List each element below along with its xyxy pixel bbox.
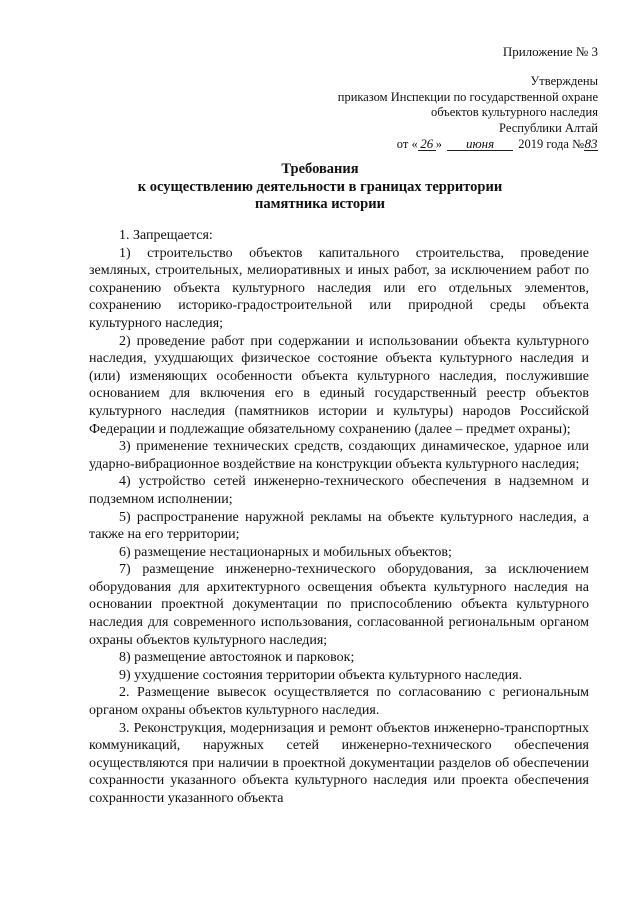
paragraph-section-2: 2. Размещение вывесок осуществляется по согласованию с региональным органом охраны объектов культурного наследия. (89, 685, 589, 719)
paragraph-prohibited-heading: 1. Запрещается: (119, 228, 213, 243)
handwritten-order-number: 83 (584, 136, 598, 151)
handwritten-day: 26 (418, 137, 436, 151)
title-line-2: к осуществлению деятельности в границах территории (137, 178, 503, 195)
approval-line: приказом Инспекции по государственной охране (337, 89, 598, 104)
paragraph-section-3: 3. Реконструкция, модернизация и ремонт объектов инженерно-транспортных коммуникаций, наружных сетей инженерно-технического обеспечения осуществляются при наличии в проектной документации разделов об обеспечении сохранности указанного объекта культурного наследия или проекта обеспечения сохранности указанного объекта (89, 720, 589, 806)
paragraph-item-1: 1) строительство объектов капитального строительства, проведение земляных, строительных, мелиоративных и иных работ, за исключением работ по сохранению объекта культурного наследия или его отдельных элементов, сохранению историко-градостроительной или природной среды объекта культурного наследия; (89, 245, 589, 331)
document-body (89, 227, 589, 808)
paragraph-item-4: 4) устройство сетей инженерно-технического обеспечения в надземном и подземном исполнении; (89, 474, 589, 507)
date-year-text: 2019 года № (518, 137, 584, 151)
appendix-label: Приложение № 3 (502, 44, 598, 59)
document-title (0, 161, 640, 214)
handwritten-month: июня (447, 137, 513, 151)
paragraph-item-3: 3) применение технических средств, создающих динамическое, ударное или ударно-вибрационное воздействие на конструкции объекта культурного наследия; (89, 439, 589, 472)
approval-block (338, 74, 598, 153)
approval-line: Утверждены (530, 74, 598, 88)
date-prefix: от « (396, 137, 418, 151)
date-mid: » (435, 137, 442, 151)
paragraph-item-8: 8) размещение автостоянок и парковок; (119, 650, 355, 666)
paragraph-item-7: 7) размещение инженерно-технического оборудования, за исключением оборудования для архитектурного освещения объекта культурного наследия на основании проектной документации по приспособлению объекта культурного наследия для современного использования, согласованной региональным органом охраны объектов культурного наследия; (89, 562, 589, 648)
title-line-3: памятника истории (255, 196, 385, 212)
title-line-1: Требования (281, 161, 359, 177)
paragraph-item-2: 2) проведение работ при содержании и использовании объекта культурного наследия, ухудшающих физическое состояние объекта культурного наследия и (или) изменяющих особенности объекта культурного наследия, послужившие основанием для включения его в единый государственный реестр объектов культурного наследия (памятников истории и культуры) народов Российской Федерации и подлежащие обязательному сохранению (далее – предмет охраны); (89, 333, 589, 437)
approval-line: Республики Алтай (499, 120, 598, 135)
approval-line: объектов культурного наследия (431, 105, 598, 119)
order-date-line (338, 137, 598, 153)
paragraph-item-6: 6) размещение нестационарных и мобильных объектов; (119, 544, 452, 560)
paragraph-item-5: 5) распространение наружной рекламы на объекте культурного наследия, а также на его территории; (89, 509, 589, 543)
paragraph-item-9: 9) ухудшение состояния территории объекта культурного наследия. (119, 667, 523, 683)
